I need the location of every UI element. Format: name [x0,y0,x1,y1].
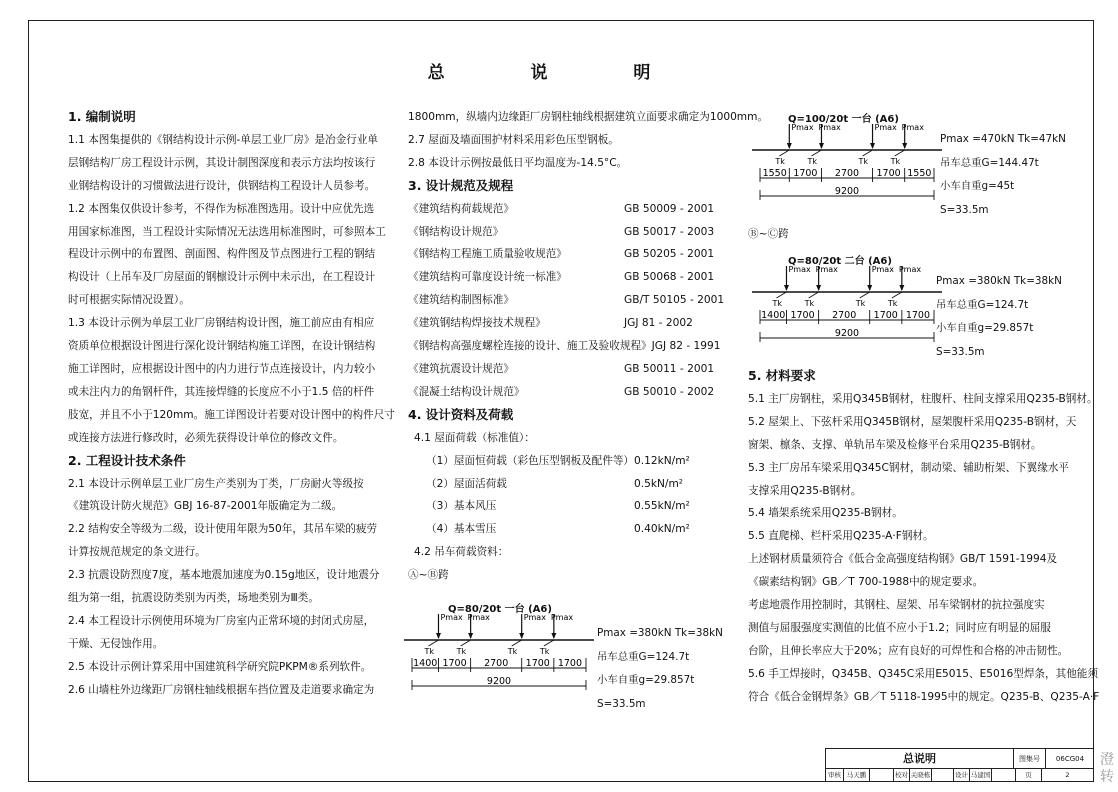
total-dimension-label: 9200 [834,328,860,339]
crane-params-c [936,270,1062,364]
signature-cell [870,769,894,781]
tk-arrow [892,292,902,298]
standard-item [408,289,725,312]
roof-load-title: 4.1 屋面荷载（标准值）： [414,431,535,444]
standard-code: JGJ 81 - 2002 [624,317,693,330]
text-line: 层钢结构厂房工程设计示例，其设计制图深度和表示方法均按该行 [68,156,376,169]
dimension-label: 1700 [905,310,931,321]
crane-param: 小车自重g=45t [940,180,1015,192]
text-line: 台阶，且伸长率应大于20%；应有良好的可焊性和合格的冲击韧性。 [748,644,1069,657]
crane-param: Pmax =380kN Tk=38kN [936,275,1062,287]
section-1-body [68,129,395,450]
total-dimension-label: 9200 [486,676,512,687]
section-2-heading: 2. 工程设计技术条件 [68,452,186,468]
text-line: 2.1 本设计示例单层工业厂房生产类别为丁类，厂房耐火等级按 [68,477,364,490]
crane-params-b [940,128,1066,222]
tk-arrow [863,150,873,156]
standard-name: 《建筑钢结构焊接技术规程》 [408,317,546,330]
dimension-label: 1700 [790,310,815,321]
standard-name: 《建筑结构制图标准》 [408,294,514,307]
watermark: 澄转 [1100,752,1114,785]
crane-param: Pmax =470kN Tk=47kN [940,133,1066,145]
standard-item [408,381,722,404]
text-line: 支撑采用Q235-B钢材。 [748,484,862,497]
dimension-label: 2700 [484,658,509,669]
dimension-label: 2700 [832,310,857,321]
signature-cell: 马天鹏 [844,769,870,781]
crane-param: 吊车总重G=144.47t [940,156,1039,169]
text-line: 上述钢材质量须符合《低合金高强度结构钢》GB/T 1591-1994及 [748,553,1058,566]
arrowhead [816,285,821,291]
arrowhead [899,285,904,291]
dimension-label: 1400 [761,310,786,321]
crane-title: Q=80/20t 一台 (A6) [448,604,552,615]
standard-code: GB 50011 - 2001 [624,362,715,375]
text-line: 符合《低合金钢焊条》GB／T 5118-1995中的规定。Q235-B、Q235-A·F [748,690,1100,703]
dimension-label: 1400 [413,658,438,669]
text-line: 5.4 墙架系统采用Q235-B钢材。 [748,507,903,520]
standard-name: 《建筑抗震设计规范》 [408,362,514,375]
roof-load-list [408,450,722,542]
standard-name: 《钢结构设计规范》 [408,225,504,238]
span-label-a-b: Ⓐ~Ⓑ跨 [408,569,449,582]
tk-arrow [461,640,471,646]
tk-arrow [811,150,821,156]
text-line: 程设计示例中的布置图、剖面图、构件图及节点图进行工程的钢结 [68,248,376,261]
text-line: 考虑地震作用控制时，其钢柱、屋架、吊车梁钢材的抗拉强度实 [748,599,1045,612]
crane-load-title: 4.2 吊车荷载资料： [414,546,509,559]
text-line: 5.3 主厂房吊车梁采用Q345C钢材，制动梁、辅助桁架、下翼缘水平 [748,461,1070,474]
text-line: 业钢结构设计的习惯做法进行设计，供钢结构工程设计人员参考。 [68,179,376,192]
crane-svg [758,252,938,367]
standard-name: 《建筑结构可靠度设计统一标准》 [408,271,567,284]
text-line: 或未注内力的角钢杆件，其连接焊缝的长度应不小于1.5 倍的杆件 [68,385,375,398]
arrowhead [902,143,907,149]
text-line: 5.6 手工焊接时，Q345B、Q345C采用E5015、E5016型焊条，其他能须 [748,667,1098,680]
standard-name: 《混凝土结构设计规范》 [408,385,525,398]
section-3-heading: 3. 设计规范及规程 [408,177,514,193]
standard-code: GB 50017 - 2003 [624,225,715,238]
dimension-label: 2700 [834,168,860,179]
text-line: 肢宽，并且不小于120mm。施工详图设计若要对设计图中的构件尺寸 [68,408,395,421]
load-name: （1）屋面恒荷载（彩色压型钢板及配件等） [426,454,635,467]
load-name: （3）基本风压 [426,500,497,513]
section-5-heading: 5. 材料要求 [748,368,816,383]
signature-cell [992,769,1016,781]
standard-item [408,198,722,221]
text-line: 2.4 本工程设计示例使用环境为厂房室内正常环境的封闭式房屋， [68,614,375,627]
dimension-label: 1550 [762,168,787,179]
signature-cell: 2 [1042,769,1094,781]
text-line: 计算按规范规定的条文进行。 [68,546,206,559]
arrowhead [468,633,473,639]
text-line: 干燥、无侵蚀作用。 [68,637,164,650]
load-item [408,473,722,496]
dimension-label: 1550 [907,168,932,179]
section-2-continued [408,106,769,175]
standard-item [408,358,722,381]
tk-arrow [512,640,522,646]
standard-name: 《钢结构工程施工质量验收规范》 [408,248,567,261]
dimension-label: 1700 [442,658,467,669]
load-value: 0.55kN/m² [634,500,690,513]
standard-item [408,335,722,358]
crane-title: Q=80/20t 二台 (A6) [788,256,892,267]
dimension-label: 1700 [873,310,898,321]
signature-cell: 马建国 [970,771,991,779]
total-dimension-label: 9200 [834,186,860,197]
atlas-number: 06CG04 [1046,749,1094,769]
text-line: 2.5 本设计示例计算采用中国建筑科学研究院PKPM®系列软件。 [68,660,372,673]
arrowhead [870,143,875,149]
dimension-label: 1700 [793,168,818,179]
arrowhead [787,143,792,149]
text-line: 窗架、檩条、支撑、单轨吊车梁及检修平台采用Q235-B钢材。 [748,438,1042,451]
title-block [825,748,1093,781]
crane-param: Pmax =380kN Tk=38kN [597,627,723,639]
tk-label: Tk [456,647,467,656]
pmax-label: Pmax [791,123,814,132]
pmax-label: Pmax [874,123,897,132]
crane-title: Q=100/20t 一台 (A6) [788,114,899,125]
signature-cell: 审核 [826,769,844,781]
tk-arrow [544,640,554,646]
tk-arrow [428,640,438,646]
signature-row [826,769,1094,781]
load-item [408,518,722,541]
tk-label: Tk [507,647,518,656]
pmax-label: Pmax [523,613,546,622]
text-line: 5.2 屋架上、下弦杆采用Q345B钢材，屋架腹杆采用Q235-B钢材，天 [748,415,1077,428]
crane-param: S=33.5m [940,203,989,216]
standard-item [408,266,722,289]
tk-arrow [776,292,786,298]
arrowhead [551,633,556,639]
crane-diagram-b [758,110,938,225]
crane-param: 小车自重g=29.857t [597,674,695,686]
text-line: 《建筑设计防火规范》GBJ 16-87-2001年版确定为二级。 [68,500,343,513]
crane-param: 小车自重g=29.857t [936,322,1034,334]
crane-param: S=33.5m [597,697,646,710]
arrowhead [784,285,789,291]
standard-code: GB/T 50105 - 2001 [624,294,725,307]
text-line: 测值与屈服强度实测值的比值不应小于1.2；同时应有明显的屈服 [748,621,1051,634]
span-label-b-c: Ⓑ~Ⓒ跨 [748,228,789,240]
text-line: 《碳素结构钢》GB／T 700-1988中的规定要求。 [748,576,984,589]
tk-arrow [779,150,789,156]
section-2-body [68,473,380,702]
text-line: 2.8 本设计示例按最低日平均温度为-14.5°C。 [408,156,628,169]
signature-cell: 设计 [955,771,968,779]
text-line: 1800mm，纵墙内边缘距厂房钢柱轴线根据建筑立面要求确定为1000mm。 [408,111,769,123]
text-line: 2.6 山墙柱外边缘距厂房钢柱轴线根据车挡位置及走道要求确定为 [68,683,375,696]
pmax-label: Pmax [818,123,841,132]
crane-diagram-a [410,600,590,715]
text-line: 2.2 结构安全等级为二级，设计使用年限为50年，其吊车梁的疲劳 [68,523,378,536]
tk-label: Tk [887,299,898,308]
crane-param: 吊车总重G=124.7t [936,298,1029,311]
standard-item [408,312,722,335]
pmax-label: Pmax [815,265,838,274]
arrowhead [867,285,872,291]
standard-name: 《钢结构高强度螺栓连接的设计、施工及验收规程》 [408,340,652,353]
column-3 [748,365,1100,709]
text-line: 组为第一组，抗震设防类别为丙类，场地类别为Ⅲ类。 [68,592,319,605]
text-line: 资质单位根据设计图进行深化设计钢结构施工详图，在设计钢结构 [68,340,376,353]
arrowhead [819,143,824,149]
tk-label: Tk [775,157,785,166]
text-line: 1.1 本图集提供的《钢结构设计示例-单层工业厂房》是冶金行业单 [68,133,379,146]
title-block-name: 总说明 [826,749,1014,769]
section-5-body [748,388,1100,709]
load-item [408,450,722,473]
standard-code: GB 50009 - 2001 [624,202,715,215]
tk-label: Tk [804,299,815,308]
standard-code: GB 50010 - 2002 [624,385,715,398]
crane-param: S=33.5m [936,345,985,358]
text-line: 用国家标准图，当工程设计实际情况无法选用标准图时，可参照本工 [68,225,386,238]
page-title: 总 说 明 [427,63,691,83]
pmax-label: Pmax [788,265,811,274]
signature-cell: 关晓栋 [910,771,931,779]
tk-arrow [860,292,870,298]
crane-param: 吊车总重G=124.7t [597,650,690,663]
pmax-label: Pmax [901,123,924,132]
standard-item [408,221,722,244]
tk-label: Tk [424,647,435,656]
tk-label: Tk [855,299,866,308]
dimension-label: 1700 [876,168,901,179]
standard-code: JGJ 82 - 1991 [651,340,721,353]
standard-item [408,243,722,266]
text-line: 1.3 本设计示例为单层工业厂房钢结构设计图，施工前应由有相应 [68,317,375,330]
dimension-label: 1700 [525,658,550,669]
tk-label: Tk [807,157,817,166]
pmax-label: Pmax [550,613,574,622]
column-1 [68,106,395,702]
dimension-label: 1700 [557,658,583,669]
standard-name: 《建筑结构荷载规范》 [408,202,514,215]
text-line: 1.2 本图集仅供设计参考，不得作为标准图选用。设计中应优先选 [68,202,375,215]
pmax-label: Pmax [871,265,894,274]
load-name: （4）基本雪压 [426,523,497,536]
section-4-heading: 4. 设计资料及荷载 [408,406,514,422]
pmax-label: Pmax [898,265,922,274]
tk-label: Tk [858,157,869,166]
signature-cell [932,769,954,781]
text-line: 5.1 主厂房钢柱，采用Q345B钢材，柱腹杆、柱间支撑采用Q235-B钢材。 [748,392,1098,405]
pmax-label: Pmax [467,613,490,622]
standard-code: GB 50068 - 2001 [624,271,715,284]
text-line: 5.5 直爬梯、栏杆采用Q235-A·F钢材。 [748,530,934,543]
load-item [408,495,722,518]
text-line: 2.7 屋面及墙面围护材料采用彩色压型钢板。 [408,133,619,146]
load-value: 0.5kN/m² [634,477,684,490]
load-value: 0.40kN/m² [634,523,690,536]
tk-arrow [895,150,905,156]
text-line: 构设计（上吊车及厂房屋面的钢檩设计示例中未示出，在工程设计 [68,271,376,284]
text-line: 施工详图时，应根据设计图中的内力进行节点连接设计，内力较小 [68,362,376,375]
text-line: 2.3 抗震设防烈度7度，基本地震加速度为0.15g地区，设计地震分 [68,569,380,582]
text-line: 时可根据实际情况设置）。 [68,294,190,307]
pmax-label: Pmax [440,613,463,622]
standards-list [408,198,725,404]
signature-cell: 校对 [895,771,908,779]
load-value: 0.12kN/m² [634,454,690,467]
arrowhead [436,633,441,639]
tk-label: Tk [890,157,901,166]
crane-svg [758,110,938,225]
tk-label: Tk [539,647,550,656]
crane-svg [410,600,590,715]
load-name: （2）屋面活荷载 [426,477,507,490]
tk-label: Tk [772,299,783,308]
atlas-label: 图集号 [1014,749,1046,769]
tk-arrow [809,292,819,298]
text-line: 或连接方法进行修改时，必须先获得设计单位的修改文件。 [68,431,344,444]
signature-cell: 页 [1016,769,1042,781]
crane-diagram-c [758,252,938,367]
arrowhead [519,633,524,639]
standard-code: GB 50205 - 2001 [624,248,715,261]
crane-params-a [597,622,723,716]
section-1-heading: 1. 编制说明 [68,109,136,124]
